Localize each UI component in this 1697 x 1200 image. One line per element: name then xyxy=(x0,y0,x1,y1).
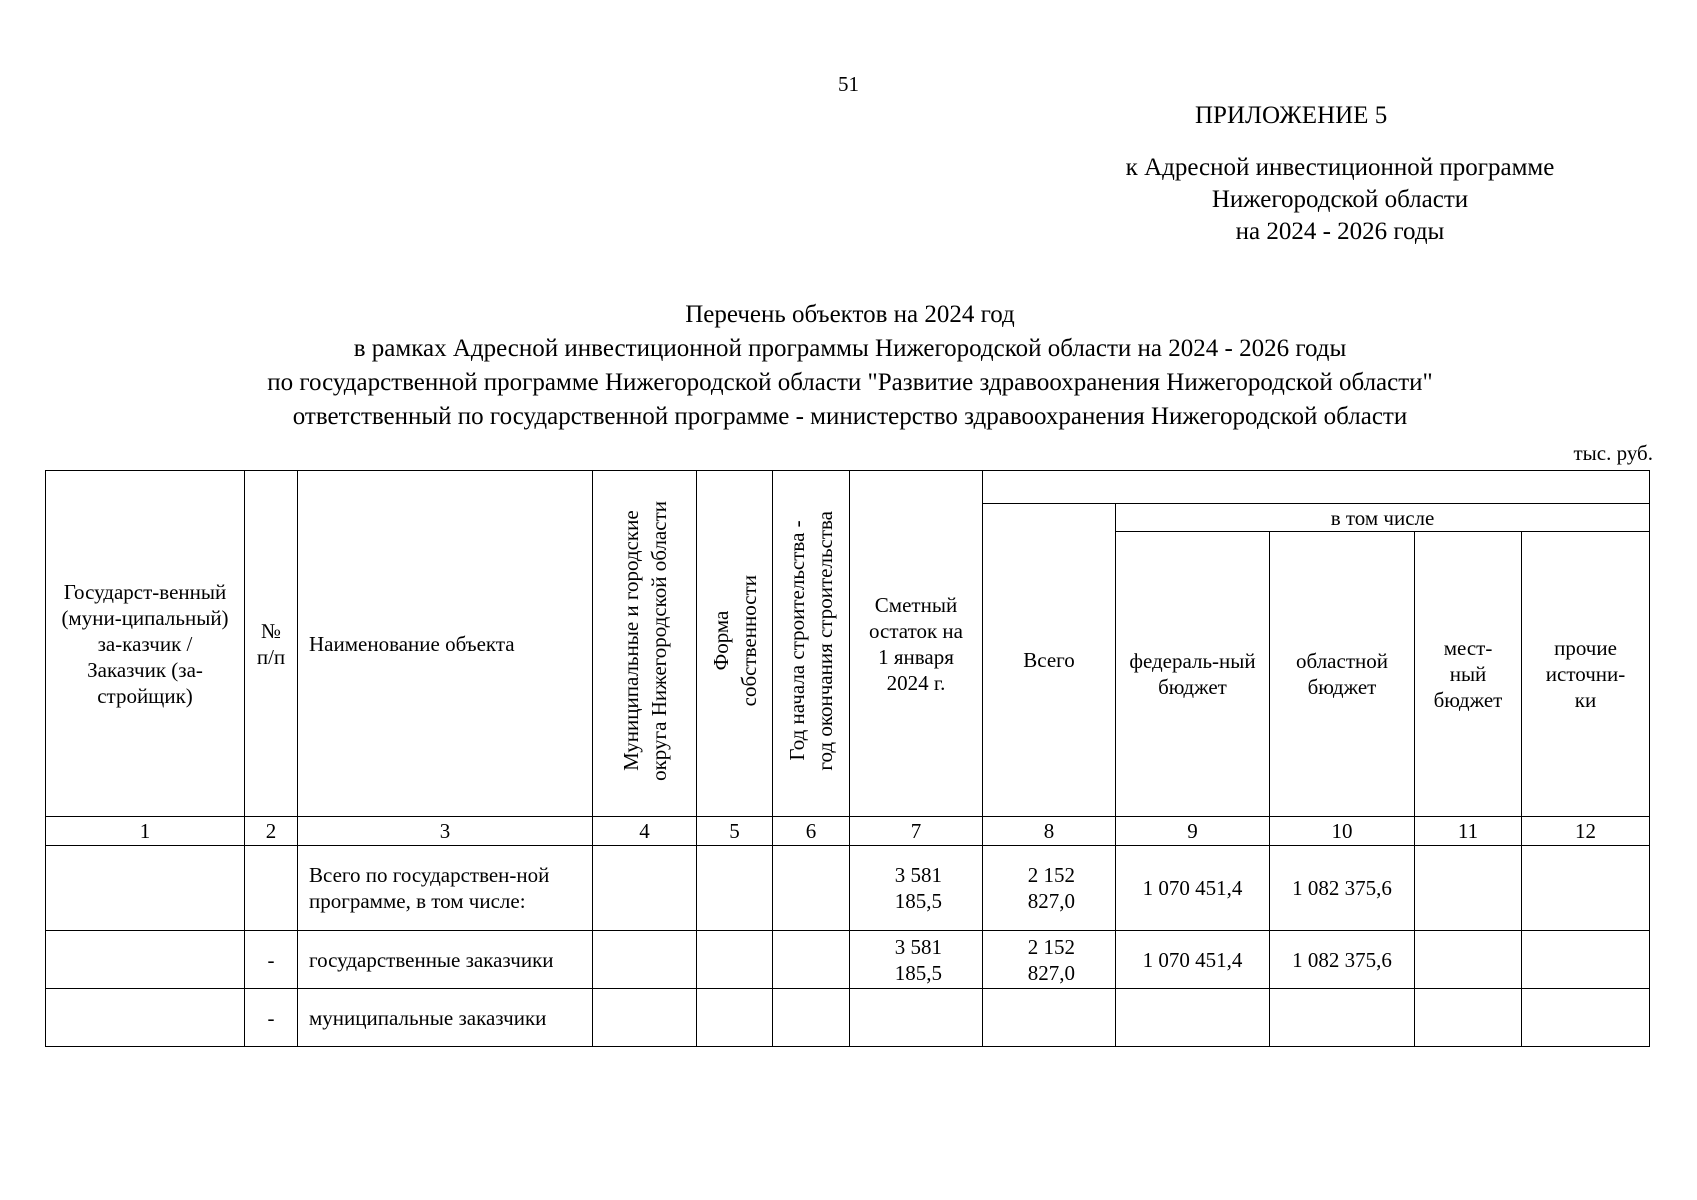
cell-customer xyxy=(46,989,245,1047)
cell-total xyxy=(983,989,1116,1047)
appendix-ref-line: к Адресной инвестиционной программе xyxy=(1125,154,1555,181)
cell-local xyxy=(1415,931,1522,989)
cell-other xyxy=(1522,846,1650,931)
cell-local xyxy=(1415,989,1522,1047)
cell-object-name: Всего по государствен-ной программе, в том числе: xyxy=(298,846,593,931)
appendix-title: ПРИЛОЖЕНИЕ 5 xyxy=(1195,102,1388,129)
appendix-reference xyxy=(1050,152,1630,248)
title-line: в рамках Адресной инвестиционной программы Нижегородской области на 2024 - 2026 годы xyxy=(353,335,1347,362)
cell-federal: 1 070 451,4 xyxy=(1116,846,1270,931)
header-federal: федераль-ный бюджет xyxy=(1116,532,1270,817)
cell-object-name: государственные заказчики xyxy=(298,931,593,989)
header-number: № п/п xyxy=(245,471,298,817)
cell-federal xyxy=(1116,989,1270,1047)
header-local: мест-ный бюджет xyxy=(1415,532,1522,817)
column-number: 2 xyxy=(245,817,298,846)
appendix-ref-line: Нижегородской области xyxy=(1211,186,1469,213)
cell-years xyxy=(773,989,850,1047)
header-districts xyxy=(593,471,697,817)
column-number: 11 xyxy=(1415,817,1522,846)
appendix-ref-line: на 2024 - 2026 годы xyxy=(1235,218,1445,245)
cell-federal: 1 070 451,4 xyxy=(1116,931,1270,989)
cell-other xyxy=(1522,989,1650,1047)
cell-number: - xyxy=(245,931,298,989)
column-number: 8 xyxy=(983,817,1116,846)
header-years xyxy=(773,471,850,817)
cell-other xyxy=(1522,931,1650,989)
cell-regional xyxy=(1270,989,1415,1047)
cell-years xyxy=(773,931,850,989)
document-title xyxy=(150,298,1550,434)
header-total: Всего xyxy=(983,504,1116,817)
cell-ownership xyxy=(697,931,773,989)
cell-number xyxy=(245,846,298,931)
cell-district xyxy=(593,989,697,1047)
cell-district xyxy=(593,931,697,989)
column-number: 5 xyxy=(697,817,773,846)
title-line: Перечень объектов на 2024 год xyxy=(685,301,1015,328)
column-number: 3 xyxy=(298,817,593,846)
cell-district xyxy=(593,846,697,931)
header-group-empty xyxy=(983,471,1650,504)
column-number: 10 xyxy=(1270,817,1415,846)
cell-estimate: 3 581 185,5 xyxy=(850,846,983,931)
cell-estimate xyxy=(850,989,983,1047)
cell-local xyxy=(1415,846,1522,931)
header-estimate-balance: Сметный остаток на 1 января 2024 г. xyxy=(850,471,983,817)
header-object-name: Наименование объекта xyxy=(298,471,593,817)
cell-estimate: 3 581 185,5 xyxy=(850,931,983,989)
header-including: в том числе xyxy=(1116,504,1650,532)
table-row xyxy=(46,989,1650,1047)
cell-customer xyxy=(46,931,245,989)
cell-years xyxy=(773,846,850,931)
cell-ownership xyxy=(697,989,773,1047)
header-other: прочие источни-ки xyxy=(1522,532,1650,817)
cell-object-name: муниципальные заказчики xyxy=(298,989,593,1047)
cell-ownership xyxy=(697,846,773,931)
header-row xyxy=(46,471,1650,504)
cell-total: 2 152 827,0 xyxy=(983,846,1116,931)
column-numbers-row xyxy=(46,817,1650,846)
title-line: ответственный по государственной программе - министерство здравоохранения Нижегородской области xyxy=(292,403,1408,430)
cell-regional: 1 082 375,6 xyxy=(1270,846,1415,931)
cell-total: 2 152 827,0 xyxy=(983,931,1116,989)
column-number: 7 xyxy=(850,817,983,846)
header-ownership xyxy=(697,471,773,817)
header-regional: областной бюджет xyxy=(1270,532,1415,817)
header-customer: Государст-венный (муни-ципальный) за-казчик / Заказчик (за-стройщик) xyxy=(46,471,245,817)
header-years-text: Год начала строительства - год окончания строительства xyxy=(785,510,837,771)
column-number: 6 xyxy=(773,817,850,846)
column-number: 12 xyxy=(1522,817,1650,846)
column-number: 1 xyxy=(46,817,245,846)
table-row xyxy=(46,931,1650,989)
cell-regional: 1 082 375,6 xyxy=(1270,931,1415,989)
units-label: тыс. руб. xyxy=(1573,441,1653,465)
cell-customer xyxy=(46,846,245,931)
column-number: 9 xyxy=(1116,817,1270,846)
header-districts-text: Муниципальные и городские округа Нижегородской области xyxy=(618,500,671,781)
header-ownership-text: Форма собственности xyxy=(708,574,761,707)
cell-number: - xyxy=(245,989,298,1047)
table-row xyxy=(46,846,1650,931)
column-number: 4 xyxy=(593,817,697,846)
page-number: 51 xyxy=(838,72,859,96)
title-line: по государственной программе Нижегородской области "Развитие здравоохранения Нижегородской области" xyxy=(267,369,1433,396)
objects-table xyxy=(45,470,1650,1047)
